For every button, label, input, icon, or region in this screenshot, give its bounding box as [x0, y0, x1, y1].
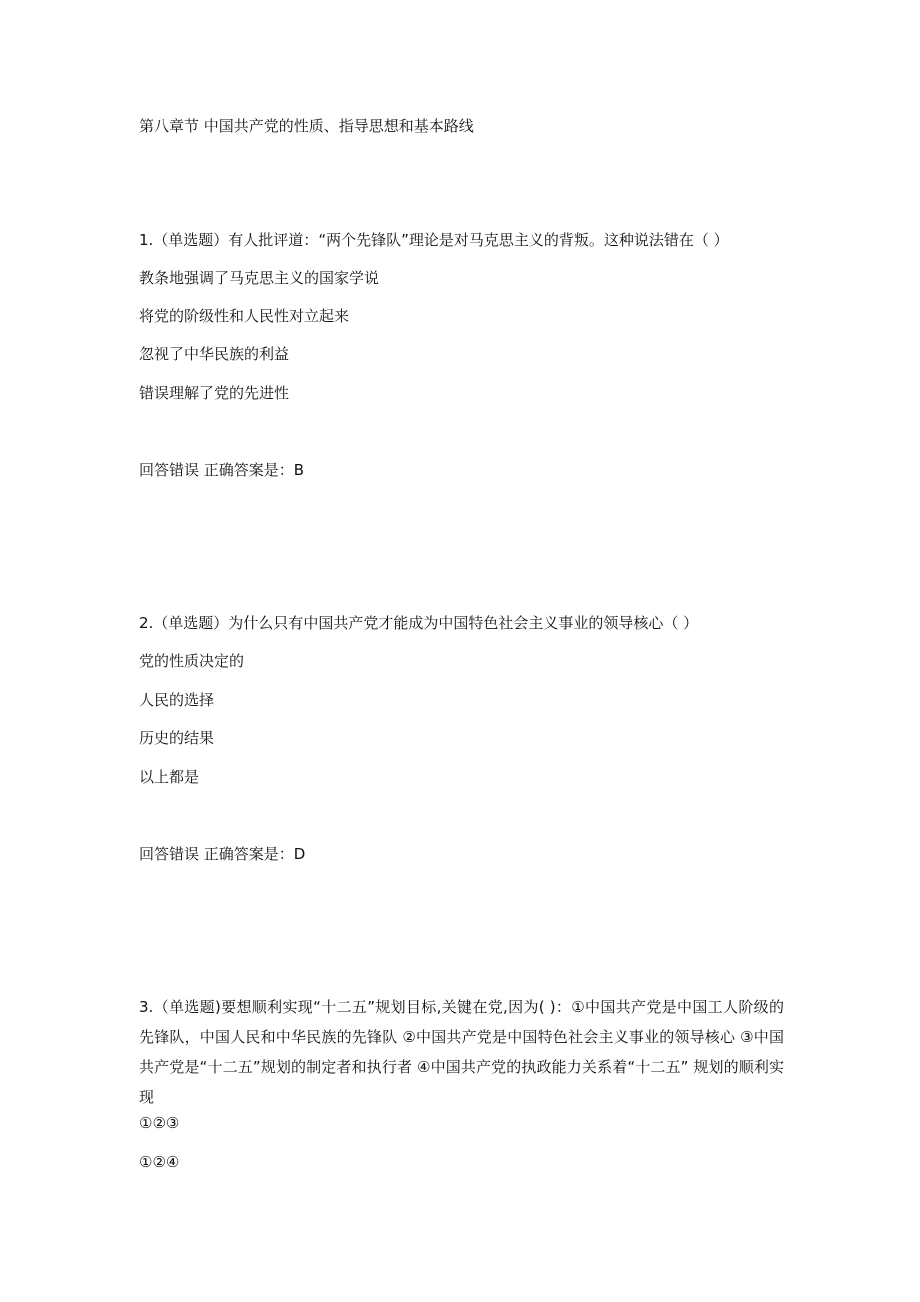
question-1-option-d: 错误理解了党的先进性: [139, 384, 290, 402]
question-1-result: 回答错误 正确答案是：B: [139, 461, 305, 479]
question-3-option-b: ①②④: [139, 1153, 180, 1171]
question-3-option-a: ①②③: [139, 1114, 180, 1132]
question-2-result: 回答错误 正确答案是：D: [139, 845, 306, 863]
question-2-option-b: 人民的选择: [139, 691, 215, 709]
question-2-option-d: 以上都是: [139, 768, 200, 786]
question-2-option-a: 党的性质决定的: [139, 652, 245, 670]
chapter-title: 第八章节 中国共产党的性质、指导思想和基本路线: [139, 117, 474, 135]
question-2-option-c: 历史的结果: [139, 729, 215, 747]
question-1-option-c: 忽视了中华民族的利益: [139, 345, 290, 363]
question-3-stem: 3.（单选题)要想顺利实现“十二五”规划目标,关键在党,因为( )：①中国共产党是中国工人阶级的先锋队，中国人民和中华民族的先锋队 ②中国共产党是中国特色社会主义事业的领导核心 ③中国共产党是“十二五”规划的制定者和执行者 ④中国共产党的执政能力关系着“十二五” 规划的顺利实现: [139, 998, 784, 1106]
question-1-option-a: 教条地强调了马克思主义的国家学说: [139, 269, 380, 287]
question-1-stem: 1.（单选题）有人批评道：“两个先锋队”理论是对马克思主义的背叛。这种说法错在（ ）: [139, 231, 729, 249]
question-2-stem: 2.（单选题）为什么只有中国共产党才能成为中国特色社会主义事业的领导核心（ ）: [139, 614, 699, 632]
question-1-option-b: 将党的阶级性和人民性对立起来: [139, 307, 350, 325]
